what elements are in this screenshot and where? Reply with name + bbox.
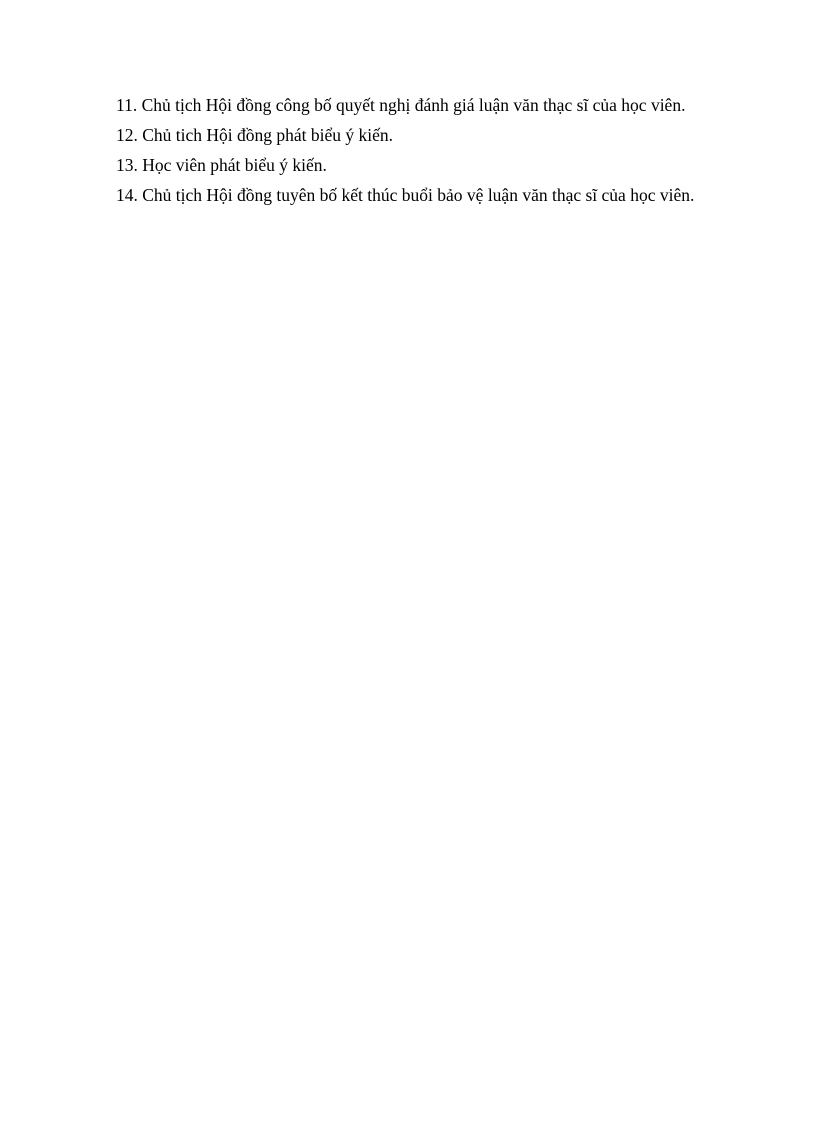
list-item-13: 13. Học viên phát biểu ý kiến.: [116, 155, 327, 175]
list-item-11: 11. Chủ tịch Hội đồng công bố quyết nghị đánh giá luận văn thạc sĩ của học viên.: [116, 95, 686, 115]
document-body: [116, 94, 739, 214]
list-item-14: 14. Chủ tịch Hội đồng tuyên bố kết thúc buổi bảo vệ luận văn thạc sĩ của học viên.: [116, 185, 695, 205]
list-item-12: 12. Chủ tich Hội đồng phát biểu ý kiến.: [116, 125, 394, 145]
